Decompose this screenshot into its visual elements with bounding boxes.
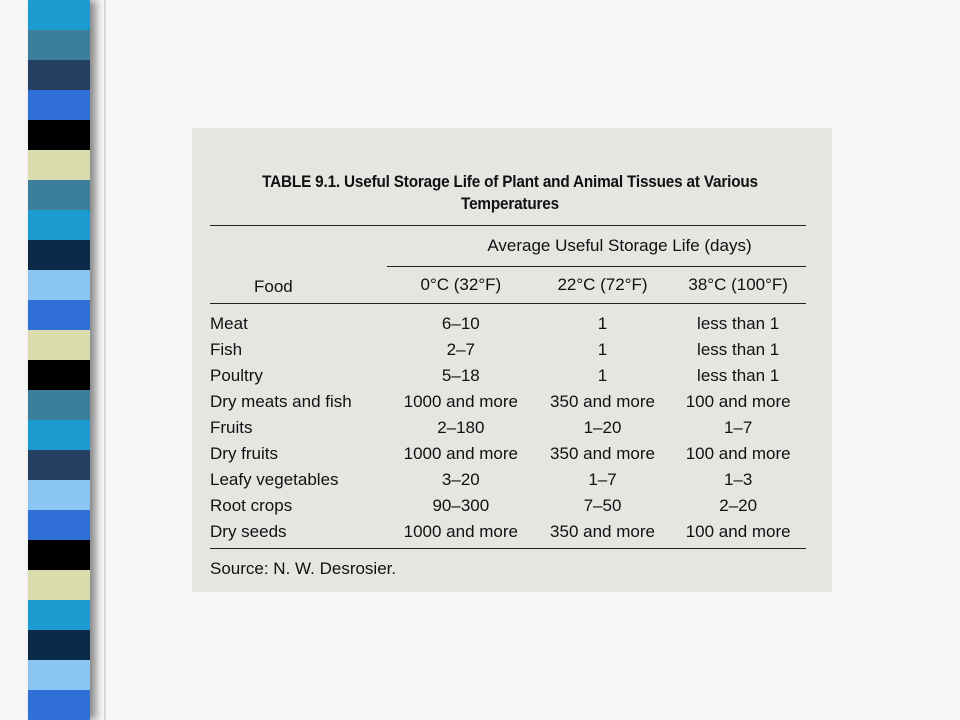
stripe-segment [28, 180, 90, 210]
table-row [210, 337, 806, 363]
table-row [210, 441, 806, 467]
cell-c0: 2–7 [446, 340, 476, 359]
cell-food: Root crops [210, 496, 293, 515]
decorative-stripe-bar [28, 0, 90, 720]
column-header-38c: 38°C (100°F) [688, 275, 788, 294]
stripe-segment [28, 30, 90, 60]
stripe-segment [28, 540, 90, 570]
cell-c38: 1–3 [723, 470, 753, 489]
stripe-segment [28, 240, 90, 270]
cell-c38: less than 1 [697, 340, 780, 359]
stripe-segment [28, 60, 90, 90]
cell-c0: 1000 and more [403, 522, 519, 541]
stripe-segment [28, 210, 90, 240]
stripe-segment [28, 300, 90, 330]
cell-c0: 6–10 [441, 314, 480, 333]
stripe-segment [28, 390, 90, 420]
cell-c22: 1 [597, 340, 608, 359]
span-header-label: Average Useful Storage Life (days) [487, 236, 752, 255]
stripe-segment [28, 90, 90, 120]
cell-c38: 100 and more [685, 444, 791, 463]
span-header [387, 226, 806, 267]
cell-c22: 350 and more [550, 522, 655, 541]
stripe-segment [28, 630, 90, 660]
cell-food: Meat [210, 314, 248, 333]
table-row [210, 363, 806, 389]
table-title-line-1: TABLE 9.1. Useful Storage Life of Plant and Animal Tissues at Various [262, 172, 758, 191]
cell-c38: 100 and more [685, 522, 791, 541]
column-header-0c: 0°C (32°F) [420, 275, 502, 294]
cell-c22: 350 and more [550, 444, 655, 463]
cell-c38: less than 1 [697, 314, 780, 333]
cell-c0: 3–20 [441, 470, 480, 489]
table-row [210, 519, 806, 549]
table-row [210, 304, 806, 338]
cell-c38: less than 1 [697, 366, 780, 385]
stripe-segment [28, 450, 90, 480]
cell-food: Fruits [210, 418, 253, 437]
divider-line [104, 0, 106, 720]
stripe-segment [28, 360, 90, 390]
cell-c38: 1–7 [723, 418, 753, 437]
stripe-segment [28, 690, 90, 720]
column-header-22c: 22°C (72°F) [557, 275, 648, 294]
cell-c22: 1 [597, 314, 608, 333]
cell-c22: 7–50 [583, 496, 622, 515]
table-row [210, 493, 806, 519]
stripe-segment [28, 660, 90, 690]
table-row [210, 389, 806, 415]
stripe-segment [28, 0, 90, 30]
table-source: Source: N. W. Desrosier. [210, 559, 397, 578]
cell-c22: 1–7 [588, 470, 617, 489]
cell-food: Fish [210, 340, 243, 359]
table-body [210, 304, 806, 549]
stripe-segment [28, 600, 90, 630]
table-title-line-2: Temperatures [461, 194, 559, 213]
cell-c22: 1 [597, 366, 608, 385]
stripe-segment [28, 510, 90, 540]
cell-food: Leafy vegetables [210, 470, 339, 489]
cell-c0: 1000 and more [403, 392, 519, 411]
scanned-table-image [192, 128, 832, 592]
stripe-segment [28, 150, 90, 180]
stripe-segment [28, 570, 90, 600]
column-header-food: Food [210, 226, 387, 304]
cell-c38: 2–20 [719, 496, 758, 515]
storage-life-table [210, 225, 806, 549]
cell-food: Dry meats and fish [210, 392, 352, 411]
stripe-segment [28, 480, 90, 510]
cell-c0: 90–300 [432, 496, 490, 515]
table-title [240, 171, 780, 215]
cell-c22: 350 and more [550, 392, 655, 411]
cell-c22: 1–20 [583, 418, 622, 437]
stripe-segment [28, 120, 90, 150]
stripe-segment [28, 270, 90, 300]
cell-c0: 5–18 [441, 366, 480, 385]
cell-food: Poultry [210, 366, 263, 385]
cell-food: Dry seeds [210, 522, 287, 541]
table-row [210, 415, 806, 441]
cell-c0: 2–180 [437, 418, 485, 437]
cell-food: Dry fruits [210, 444, 278, 463]
cell-c0: 1000 and more [403, 444, 519, 463]
stripe-segment [28, 420, 90, 450]
cell-c38: 100 and more [685, 392, 791, 411]
table-row [210, 467, 806, 493]
stripe-segment [28, 330, 90, 360]
